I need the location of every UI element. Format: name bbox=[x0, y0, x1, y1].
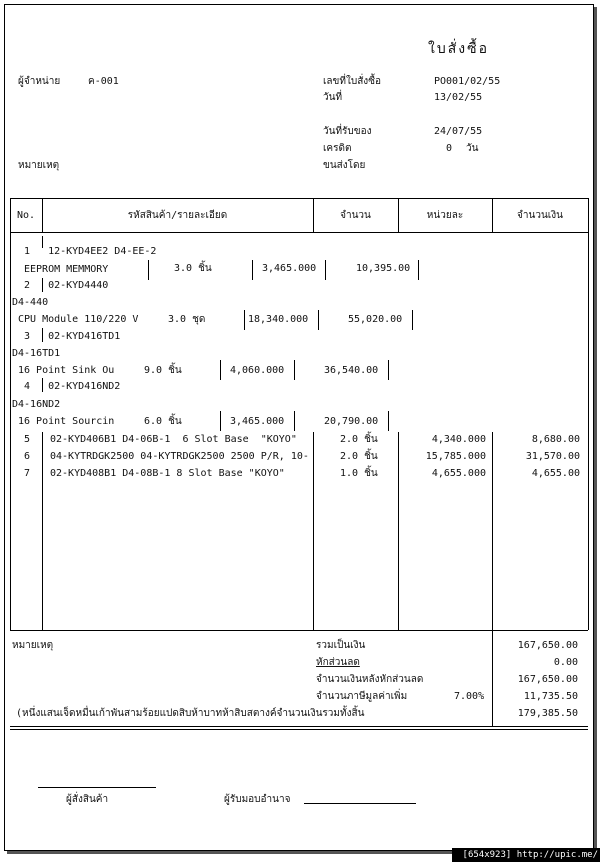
table-row-5-qty: 2.0 ชิ้น bbox=[340, 434, 378, 445]
table-row-4-qty: 6.0 ชิ้น bbox=[144, 416, 182, 427]
table-row-2-line-a: 2 02-KYD4440 bbox=[24, 280, 109, 291]
credit-unit: วัน bbox=[466, 143, 479, 154]
image-host-watermark: [654x923] http://upic.me/ bbox=[452, 848, 600, 862]
summary-divider bbox=[492, 630, 493, 726]
table-row-2-qty: 3.0 ชุด bbox=[168, 314, 206, 325]
po-number: PO001/02/55 bbox=[434, 76, 501, 87]
summary-bottom-border-2 bbox=[10, 729, 588, 730]
grand-total-value: 179,385.50 bbox=[517, 708, 578, 719]
table-row-4-line-c: 16 Point Sourcin bbox=[18, 416, 115, 427]
orderer-signature-line bbox=[38, 787, 156, 788]
table-right-border bbox=[588, 198, 589, 630]
summary-remark-label: หมายเหตุ bbox=[12, 640, 54, 651]
table-left-border bbox=[10, 198, 11, 630]
table-row-3-line-c: 16 Point Sink Ou bbox=[18, 365, 115, 376]
col-divider-no-body bbox=[42, 432, 43, 630]
vat-rate: 7.00% bbox=[454, 691, 485, 702]
table-row-3-qty: 9.0 ชิ้น bbox=[144, 365, 182, 376]
total-value: 167,650.00 bbox=[517, 640, 578, 651]
table-row-5-price: 4,340.000 bbox=[431, 434, 486, 445]
table-row-7-item: 02-KYD408B1 D4-08B-1 8 Slot Base "KOYO" bbox=[50, 468, 285, 479]
table-row-5-amount: 8,680.00 bbox=[531, 434, 580, 445]
credit-value: 0 bbox=[446, 143, 453, 154]
amount-in-words: (หนึ่งแสนเจ็ดหมื่นเก้าพันสามร้อยแปดสิบห้าบาทห้าสิบสตางค์จำนวนเงินรวมทั้งสิ้น bbox=[16, 708, 365, 719]
table-row-3-line-a: 3 02-KYD416TD1 bbox=[24, 331, 121, 342]
header-unit-price: หน่วยละ bbox=[426, 210, 464, 221]
discount-value: 0.00 bbox=[553, 657, 578, 668]
summary-top-border bbox=[10, 630, 588, 631]
orderer-label: ผู้สั่งสินค้า bbox=[66, 794, 109, 805]
col-divider-price-body bbox=[492, 432, 493, 630]
receive-date: 24/07/55 bbox=[434, 126, 483, 137]
table-row-4-line-b: D4-16ND2 bbox=[12, 399, 61, 410]
header-qty: จำนวน bbox=[340, 210, 371, 221]
table-row-2-line-b: D4-440 bbox=[12, 297, 49, 308]
table-row-4-line-a: 4 02-KYD416ND2 bbox=[24, 381, 121, 392]
table-row-2-line-c: CPU Module 110/220 V bbox=[18, 314, 139, 325]
table-row-6-item: 04-KYTRDGK2500 04-KYTRDGK2500 2500 P/R, 10- bbox=[50, 451, 309, 462]
table-row-7-price: 4,655.000 bbox=[431, 468, 486, 479]
table-row-4-amount: 20,790.00 bbox=[324, 416, 379, 427]
remark-label: หมายเหตุ bbox=[18, 160, 60, 171]
table-row-6-amount: 31,570.00 bbox=[525, 451, 580, 462]
total-label: รวมเป็นเงิน bbox=[316, 640, 366, 651]
table-row-6-no: 6 bbox=[24, 451, 31, 462]
col-divider-item-body bbox=[313, 432, 314, 630]
after-discount-value: 167,650.00 bbox=[517, 674, 578, 685]
date-label: วันที่ bbox=[323, 92, 343, 103]
discount-label: หักส่วนลด bbox=[316, 657, 360, 668]
vat-label: จำนวนภาษีมูลค่าเพิ่ม bbox=[316, 691, 408, 702]
header-item: รหัสสินค้า/รายละเอียด bbox=[127, 210, 228, 221]
table-row-7-qty: 1.0 ชิ้น bbox=[340, 468, 378, 479]
header-amount: จำนวนเงิน bbox=[517, 210, 563, 221]
table-row-1-qty: 3.0 ชิ้น bbox=[174, 263, 212, 274]
table-row-1-line-a: 1 12-KYD4EE2 D4-EE-2 bbox=[24, 246, 157, 257]
approver-signature-line bbox=[304, 803, 416, 804]
header-no: No. bbox=[16, 210, 36, 221]
table-header-bottom-border bbox=[10, 232, 588, 233]
po-number-label: เลขที่ใบสั่งซื้อ bbox=[323, 76, 381, 87]
table-row-1-amount: 10,395.00 bbox=[356, 263, 411, 274]
table-row-7-no: 7 bbox=[24, 468, 31, 479]
table-row-3-amount: 36,540.00 bbox=[324, 365, 379, 376]
table-row-1-price: 3,465.000 bbox=[262, 263, 317, 274]
table-row-3-price: 4,060.000 bbox=[230, 365, 285, 376]
supplier-code: ค-001 bbox=[88, 76, 119, 87]
vat-value: 11,735.50 bbox=[523, 691, 578, 702]
table-row-7-amount: 4,655.00 bbox=[531, 468, 580, 479]
po-date: 13/02/55 bbox=[434, 92, 483, 103]
table-row-6-qty: 2.0 ชิ้น bbox=[340, 451, 378, 462]
document-title: ใบสั่งซื้อ bbox=[428, 41, 490, 57]
col-divider-qty-body bbox=[398, 432, 399, 630]
credit-label: เครดิต bbox=[323, 143, 352, 154]
table-row-3-line-b: D4-16TD1 bbox=[12, 348, 61, 359]
table-row-2-amount: 55,020.00 bbox=[348, 314, 403, 325]
approver-label: ผู้รับมอบอำนาจ bbox=[224, 794, 291, 805]
table-top-border bbox=[10, 198, 588, 199]
table-row-4-price: 3,465.000 bbox=[230, 416, 285, 427]
table-row-5-no: 5 bbox=[24, 434, 31, 445]
table-row-1-line-b: EEPROM MEMMORY bbox=[24, 264, 109, 275]
supplier-label: ผู้จำหน่าย bbox=[18, 76, 61, 87]
table-row-6-price: 15,785.000 bbox=[425, 451, 486, 462]
table-row-2-price: 18,340.000 bbox=[248, 314, 309, 325]
receive-date-label: วันที่รับของ bbox=[323, 126, 372, 137]
table-row-5-item: 02-KYD406B1 D4-06B-1 6 Slot Base "KOYO" bbox=[50, 434, 297, 445]
summary-bottom-border bbox=[10, 726, 588, 727]
ship-by-label: ขนส่งโดย bbox=[323, 160, 366, 171]
after-discount-label: จำนวนเงินหลังหักส่วนลด bbox=[316, 674, 424, 685]
